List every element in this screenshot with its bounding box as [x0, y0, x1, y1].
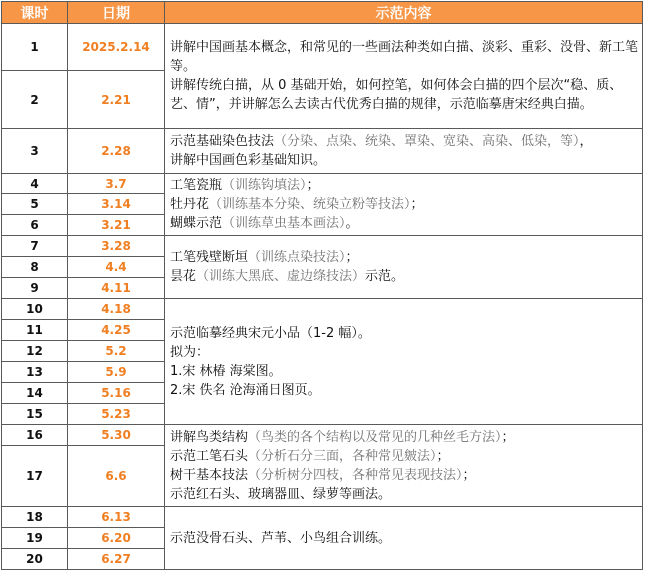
- table-row: [2, 24, 643, 71]
- lesson-number: 20: [2, 549, 68, 570]
- technique-title: 昙花: [170, 269, 197, 284]
- header-row: [2, 2, 643, 24]
- lesson-number: 15: [2, 404, 68, 425]
- technique-note: （训练草虫基本画法）: [222, 216, 346, 231]
- schedule-table: [1, 1, 643, 570]
- lesson-date: 4.18: [68, 299, 165, 320]
- table-row: [2, 236, 643, 257]
- header-content: 示范内容: [165, 2, 643, 24]
- content-line: [170, 466, 638, 485]
- table-row: [2, 425, 643, 446]
- table-row: [2, 174, 643, 194]
- lesson-number: 13: [2, 362, 68, 383]
- lesson-number: 4: [2, 174, 68, 194]
- lesson-date: 5.2: [68, 341, 165, 362]
- table-row: [2, 507, 643, 528]
- lesson-date: 6.20: [68, 528, 165, 549]
- punctuation: ；: [436, 448, 450, 464]
- technique-note: （训练点染技法）: [248, 250, 346, 265]
- technique-title: 示范工笔石头: [170, 448, 249, 464]
- lesson-date: 2.21: [68, 71, 165, 129]
- lesson-number: 1: [2, 24, 68, 71]
- punctuation: ；: [345, 250, 359, 265]
- lesson-date: 3.7: [68, 174, 165, 194]
- technique-note: （分析石分三面，各种常见皴法）: [248, 448, 437, 464]
- content-line: 讲解中国画色彩基础知识。: [170, 153, 327, 168]
- lesson-number: 14: [2, 383, 68, 404]
- lesson-number: 2: [2, 71, 68, 129]
- lesson-content-group-2: [165, 129, 643, 174]
- lesson-number: 6: [2, 214, 68, 235]
- technique-note: （鸟类的各个结构以及常见的几种丝毛方法）: [248, 429, 502, 445]
- technique-note: （分染、点染、统染、罩染、宽染、高染、低染，等）: [274, 134, 580, 149]
- content-line: [170, 248, 638, 267]
- lesson-date: 5.9: [68, 362, 165, 383]
- lesson-number: 8: [2, 257, 68, 278]
- lesson-date: 4.11: [68, 278, 165, 299]
- lesson-number: 10: [2, 299, 68, 320]
- technique-title: 示范基础染色技法: [170, 134, 275, 149]
- lesson-date: 6.13: [68, 507, 165, 528]
- lesson-number: 11: [2, 320, 68, 341]
- lesson-number: 18: [2, 507, 68, 528]
- content-line: [170, 176, 638, 195]
- content-line: [170, 267, 638, 286]
- lesson-date: 6.27: [68, 549, 165, 570]
- technique-title: 树干基本技法: [170, 467, 249, 483]
- lesson-date: 5.23: [68, 404, 165, 425]
- lesson-number: 16: [2, 425, 68, 446]
- table-row: [2, 299, 643, 320]
- technique-note: （训练大黑底、虚边绦技法）: [196, 269, 366, 284]
- lesson-number: 5: [2, 194, 68, 214]
- lesson-content-group-3: [165, 174, 643, 236]
- technique-title: 工笔残壁断垣: [170, 250, 249, 265]
- content-line: 示范临摹经典宋元小品（1-2 幅）。: [170, 325, 371, 341]
- lesson-date: 3.21: [68, 214, 165, 235]
- lesson-number: 3: [2, 129, 68, 174]
- header-date: 日期: [68, 2, 165, 24]
- lesson-date: 2.28: [68, 129, 165, 174]
- lesson-date: 4.4: [68, 257, 165, 278]
- table-row: [2, 129, 643, 174]
- technique-title: 蝴蝶示范: [170, 216, 223, 231]
- content-line: 拟为：: [170, 344, 210, 360]
- lesson-date: 3.28: [68, 236, 165, 257]
- technique-title: 牡丹花: [170, 197, 210, 212]
- punctuation: ；: [501, 429, 515, 445]
- content-line: 1.宋 林椿 海棠图。: [170, 363, 282, 379]
- lesson-content-group-7: [165, 507, 643, 570]
- lesson-content-group-5: [165, 299, 643, 425]
- header-lesson: 课时: [2, 2, 68, 24]
- content-line: 2.宋 佚名 沧海涌日图页。: [170, 382, 321, 398]
- lesson-number: 12: [2, 341, 68, 362]
- lesson-number: 19: [2, 528, 68, 549]
- content-line: [170, 195, 638, 214]
- punctuation: ，: [579, 134, 593, 149]
- lesson-content-group-6: [165, 425, 643, 507]
- technique-title: 讲解鸟类结构: [170, 429, 249, 445]
- lesson-date: 4.25: [68, 320, 165, 341]
- content-line: [170, 132, 638, 151]
- punctuation: ；: [462, 467, 476, 483]
- lesson-date: 6.6: [68, 446, 165, 507]
- lesson-date: 5.16: [68, 383, 165, 404]
- punctuation: 。: [345, 216, 359, 231]
- lesson-date: 2025.2.14: [68, 24, 165, 71]
- technique-note: （训练钩填法）: [222, 178, 307, 193]
- lesson-number: 7: [2, 236, 68, 257]
- lesson-content-group-4: [165, 236, 643, 299]
- technique-title: 工笔瓷瓶: [170, 178, 223, 193]
- content-line: 示范红石头、玻璃器皿、绿萝等画法。: [170, 486, 392, 502]
- content-line: [170, 214, 638, 233]
- technique-note: （分析树分四枝，各种常见表现技法）: [248, 467, 463, 483]
- punctuation: ；: [306, 178, 320, 193]
- lesson-date: 5.30: [68, 425, 165, 446]
- content-line: [170, 428, 638, 447]
- content-line: 讲解传统白描，从 0 基础开始，如何控笔，如何体会白描的四个层次“稳、质、艺、情”，并讲解怎么去读古代优秀白描的规律，示范临摹唐宋经典白描。: [170, 78, 623, 112]
- lesson-number: 9: [2, 278, 68, 299]
- content-line: 示范没骨石头、芦苇、小鸟组合训练。: [170, 530, 392, 546]
- punctuation: ；: [410, 197, 424, 212]
- lesson-date: 3.14: [68, 194, 165, 214]
- content-line: 讲解中国画基本概念，和常见的一些画法种类如白描、淡彩、重彩、没骨、新工笔等。: [170, 40, 639, 74]
- punctuation: 示范。: [365, 269, 405, 284]
- content-line: [170, 447, 638, 466]
- lesson-number: 17: [2, 446, 68, 507]
- lesson-content-group-1: [165, 24, 643, 129]
- technique-note: （训练基本分染、统染立粉等技法）: [209, 197, 411, 212]
